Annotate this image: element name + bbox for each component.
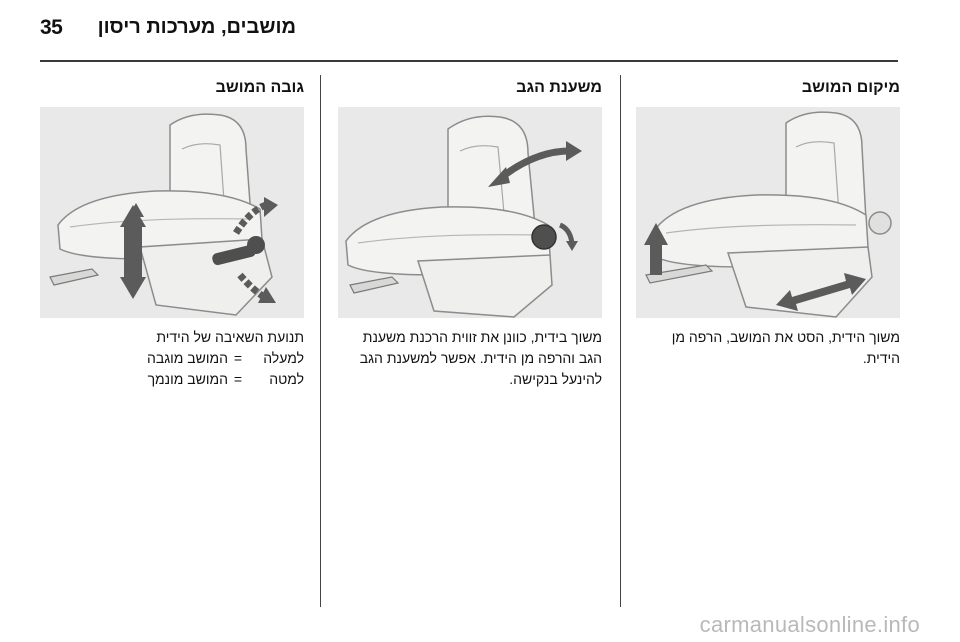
chapter-title: מושבים, מערכות ריסון bbox=[97, 16, 296, 38]
legend-desc: המושב מונמך bbox=[147, 371, 228, 387]
section-seat-height bbox=[40, 78, 304, 387]
section-backrest bbox=[338, 78, 602, 387]
section-title: משענת הגב bbox=[516, 79, 602, 96]
legend-row-up bbox=[40, 348, 304, 369]
seat-slide-adjust-illustration bbox=[636, 107, 900, 318]
section-seat-position bbox=[636, 78, 900, 366]
seat-height-pump-illustration bbox=[40, 107, 304, 318]
height-legend bbox=[40, 348, 304, 390]
legend-equals: = bbox=[233, 371, 243, 387]
section-text: תנועת השאיבה של הידית bbox=[156, 329, 304, 345]
seat-backrest-recline-illustration bbox=[338, 107, 602, 318]
column-divider bbox=[320, 75, 321, 607]
legend-desc: המושב מוגבה bbox=[146, 350, 228, 366]
section-title: גובה המושב bbox=[215, 79, 304, 96]
section-text: משוך בידית, כוונן את זווית הרכנת משענת הגב והרפה מן הידית. אפשר למשענת הגב להינעל בנקישה. bbox=[359, 329, 602, 387]
section-text: משוך הידית, הסט את המושב, הרפה מן הידית. bbox=[671, 329, 900, 366]
column-divider bbox=[620, 75, 621, 607]
header-rule bbox=[40, 60, 898, 62]
legend-term: למעלה bbox=[263, 350, 304, 366]
legend-term: למטה bbox=[269, 371, 304, 387]
legend-row-down bbox=[40, 369, 304, 390]
section-title: מיקום המושב bbox=[801, 79, 900, 96]
watermark: carmanualsonline.info bbox=[699, 612, 920, 637]
page-number: 35 bbox=[40, 16, 63, 39]
legend-equals: = bbox=[233, 350, 243, 366]
page-header bbox=[40, 16, 900, 50]
